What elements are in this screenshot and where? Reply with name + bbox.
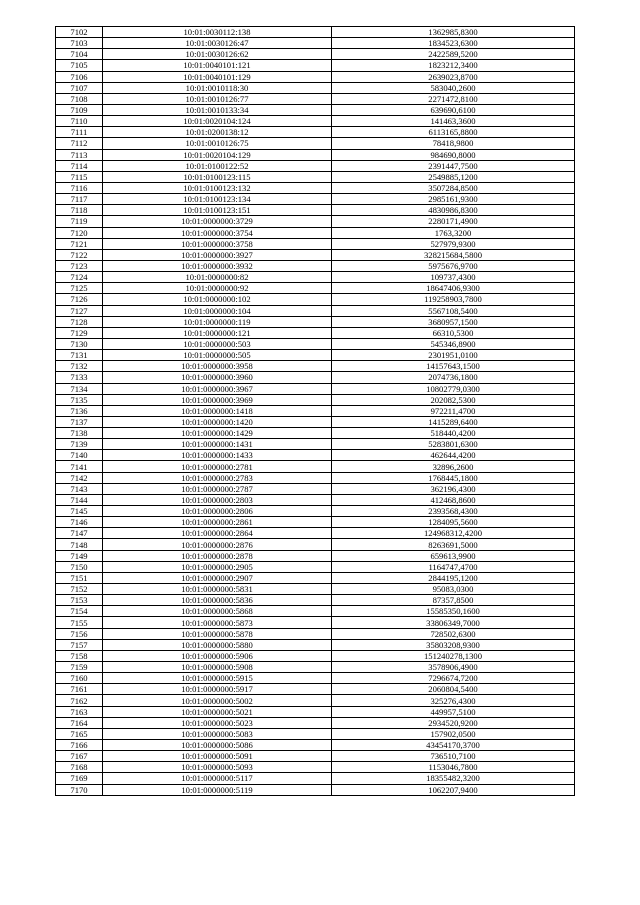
- cadastral-value-cell: 2391447,7500: [332, 160, 575, 171]
- table-row: [56, 617, 575, 628]
- cadastral-number-cell: 10:01:0000000:3729: [103, 216, 332, 227]
- cadastral-value-cell: 87357,8500: [332, 595, 575, 606]
- table-row: [56, 728, 575, 739]
- cadastral-number-cell: 10:01:0000000:5083: [103, 728, 332, 739]
- row-number-cell: 7142: [56, 472, 103, 483]
- cadastral-value-cell: 7296674,7200: [332, 673, 575, 684]
- table-row: [56, 628, 575, 639]
- table-row: [56, 127, 575, 138]
- table-row: [56, 60, 575, 71]
- cadastral-number-cell: 10:01:0020104:129: [103, 149, 332, 160]
- cadastral-value-cell: 659613,9900: [332, 550, 575, 561]
- row-number-cell: 7160: [56, 673, 103, 684]
- cadastral-number-cell: 10:01:0000000:2787: [103, 483, 332, 494]
- cadastral-value-cell: 972211,4700: [332, 405, 575, 416]
- table-row: [56, 104, 575, 115]
- cadastral-number-cell: 10:01:0000000:3927: [103, 249, 332, 260]
- table-row: [56, 260, 575, 271]
- cadastral-value-cell: 18647406,9300: [332, 283, 575, 294]
- cadastral-number-cell: 10:01:0000000:5915: [103, 673, 332, 684]
- cadastral-number-cell: 10:01:0000000:5093: [103, 762, 332, 773]
- cadastral-value-cell: 1164747,4700: [332, 561, 575, 572]
- row-number-cell: 7157: [56, 639, 103, 650]
- table-row: [56, 216, 575, 227]
- table-row: [56, 517, 575, 528]
- table-row: [56, 182, 575, 193]
- table-row: [56, 294, 575, 305]
- cadastral-value-cell: 2422589,5200: [332, 49, 575, 60]
- table-row: [56, 27, 575, 38]
- row-number-cell: 7149: [56, 550, 103, 561]
- row-number-cell: 7108: [56, 93, 103, 104]
- row-number-cell: 7168: [56, 762, 103, 773]
- cadastral-value-cell: 43454170,3700: [332, 740, 575, 751]
- table-row: [56, 673, 575, 684]
- row-number-cell: 7165: [56, 728, 103, 739]
- cadastral-number-cell: 10:01:0000000:5002: [103, 695, 332, 706]
- table-row: [56, 405, 575, 416]
- table-row: [56, 695, 575, 706]
- cadastral-value-cell: 3680957,1500: [332, 316, 575, 327]
- table-row: [56, 361, 575, 372]
- cadastral-number-cell: 10:01:0000000:82: [103, 272, 332, 283]
- cadastral-number-cell: 10:01:0000000:2876: [103, 539, 332, 550]
- cadastral-value-cell: 2074736,1800: [332, 372, 575, 383]
- cadastral-number-cell: 10:01:0000000:2803: [103, 494, 332, 505]
- cadastral-value-cell: 1362985,8300: [332, 27, 575, 38]
- row-number-cell: 7152: [56, 584, 103, 595]
- row-number-cell: 7128: [56, 316, 103, 327]
- cadastral-value-cell: 8263691,5000: [332, 539, 575, 550]
- table-row: [56, 751, 575, 762]
- cadastral-number-cell: 10:01:0000000:5917: [103, 684, 332, 695]
- cadastral-number-cell: 10:01:0000000:5091: [103, 751, 332, 762]
- cadastral-value-cell: 1763,3200: [332, 227, 575, 238]
- cadastral-value-cell: 2549885,1200: [332, 171, 575, 182]
- table-row: [56, 49, 575, 60]
- row-number-cell: 7134: [56, 383, 103, 394]
- table-row: [56, 171, 575, 182]
- table-row: [56, 416, 575, 427]
- cadastral-value-cell: 10802779,0300: [332, 383, 575, 394]
- row-number-cell: 7104: [56, 49, 103, 60]
- row-number-cell: 7111: [56, 127, 103, 138]
- cadastral-value-cell: 527979,9300: [332, 238, 575, 249]
- row-number-cell: 7109: [56, 104, 103, 115]
- row-number-cell: 7112: [56, 138, 103, 149]
- row-number-cell: 7105: [56, 60, 103, 71]
- row-number-cell: 7115: [56, 171, 103, 182]
- row-number-cell: 7138: [56, 428, 103, 439]
- cadastral-value-cell: 3578906,4900: [332, 662, 575, 673]
- cadastral-value-cell: 109737,4300: [332, 272, 575, 283]
- cadastral-value-table: [55, 26, 575, 796]
- cadastral-number-cell: 10:01:0000000:1420: [103, 416, 332, 427]
- row-number-cell: 7143: [56, 483, 103, 494]
- table-row: [56, 428, 575, 439]
- cadastral-value-cell: 2985161,9300: [332, 194, 575, 205]
- cadastral-number-cell: 10:01:0030126:47: [103, 38, 332, 49]
- table-row: [56, 38, 575, 49]
- cadastral-number-cell: 10:01:0000000:5836: [103, 595, 332, 606]
- table-row: [56, 494, 575, 505]
- cadastral-value-cell: 412468,8600: [332, 494, 575, 505]
- row-number-cell: 7169: [56, 773, 103, 784]
- table-row: [56, 584, 575, 595]
- cadastral-number-cell: 10:01:0000000:5117: [103, 773, 332, 784]
- cadastral-number-cell: 10:01:0100123:115: [103, 171, 332, 182]
- cadastral-value-cell: 1834523,6300: [332, 38, 575, 49]
- cadastral-number-cell: 10:01:0030112:138: [103, 27, 332, 38]
- cadastral-number-cell: 10:01:0000000:503: [103, 338, 332, 349]
- cadastral-number-cell: 10:01:0040101:121: [103, 60, 332, 71]
- cadastral-value-cell: 78418,9800: [332, 138, 575, 149]
- cadastral-number-cell: 10:01:0000000:2783: [103, 472, 332, 483]
- cadastral-value-cell: 728502,6300: [332, 628, 575, 639]
- row-number-cell: 7135: [56, 394, 103, 405]
- table-row: [56, 639, 575, 650]
- table-row: [56, 773, 575, 784]
- cadastral-number-cell: 10:01:0000000:92: [103, 283, 332, 294]
- row-number-cell: 7129: [56, 327, 103, 338]
- row-number-cell: 7154: [56, 606, 103, 617]
- cadastral-number-cell: 10:01:0000000:1418: [103, 405, 332, 416]
- cadastral-value-cell: 736510,7100: [332, 751, 575, 762]
- row-number-cell: 7116: [56, 182, 103, 193]
- cadastral-value-cell: 157902,0500: [332, 728, 575, 739]
- table-row: [56, 606, 575, 617]
- cadastral-number-cell: 10:01:0100123:132: [103, 182, 332, 193]
- cadastral-number-cell: 10:01:0100123:134: [103, 194, 332, 205]
- row-number-cell: 7170: [56, 784, 103, 795]
- cadastral-number-cell: 10:01:0000000:5906: [103, 650, 332, 661]
- row-number-cell: 7119: [56, 216, 103, 227]
- cadastral-value-cell: 6113165,8800: [332, 127, 575, 138]
- cadastral-number-cell: 10:01:0000000:2781: [103, 461, 332, 472]
- cadastral-number-cell: 10:01:0010126:75: [103, 138, 332, 149]
- table-row: [56, 272, 575, 283]
- cadastral-value-cell: 35803208,9300: [332, 639, 575, 650]
- cadastral-value-cell: 141463,3600: [332, 116, 575, 127]
- row-number-cell: 7161: [56, 684, 103, 695]
- cadastral-number-cell: 10:01:0200138:12: [103, 127, 332, 138]
- row-number-cell: 7121: [56, 238, 103, 249]
- cadastral-value-cell: 2271472,8100: [332, 93, 575, 104]
- cadastral-value-cell: 449957,5100: [332, 706, 575, 717]
- table-row: [56, 350, 575, 361]
- cadastral-value-cell: 2934520,9200: [332, 717, 575, 728]
- table-row: [56, 283, 575, 294]
- cadastral-number-cell: 10:01:0100122:52: [103, 160, 332, 171]
- cadastral-value-cell: 202082,5300: [332, 394, 575, 405]
- cadastral-number-cell: 10:01:0000000:505: [103, 350, 332, 361]
- cadastral-number-cell: 10:01:0010126:77: [103, 93, 332, 104]
- cadastral-number-cell: 10:01:0000000:102: [103, 294, 332, 305]
- cadastral-value-cell: 32896,2600: [332, 461, 575, 472]
- row-number-cell: 7132: [56, 361, 103, 372]
- row-number-cell: 7103: [56, 38, 103, 49]
- cadastral-number-cell: 10:01:0000000:2806: [103, 506, 332, 517]
- row-number-cell: 7114: [56, 160, 103, 171]
- cadastral-number-cell: 10:01:0000000:5831: [103, 584, 332, 595]
- row-number-cell: 7159: [56, 662, 103, 673]
- table-row: [56, 116, 575, 127]
- table-row: [56, 717, 575, 728]
- table-row: [56, 572, 575, 583]
- table-row: [56, 472, 575, 483]
- row-number-cell: 7163: [56, 706, 103, 717]
- table-row: [56, 595, 575, 606]
- cadastral-value-cell: 124968312,4200: [332, 528, 575, 539]
- cadastral-number-cell: 10:01:0000000:2907: [103, 572, 332, 583]
- cadastral-number-cell: 10:01:0000000:104: [103, 305, 332, 316]
- cadastral-number-cell: 10:01:0010118:30: [103, 82, 332, 93]
- row-number-cell: 7110: [56, 116, 103, 127]
- row-number-cell: 7120: [56, 227, 103, 238]
- row-number-cell: 7127: [56, 305, 103, 316]
- cadastral-number-cell: 10:01:0000000:3758: [103, 238, 332, 249]
- table-row: [56, 506, 575, 517]
- row-number-cell: 7124: [56, 272, 103, 283]
- table-body: [56, 27, 575, 796]
- cadastral-value-cell: 95083,0300: [332, 584, 575, 595]
- cadastral-number-cell: 10:01:0030126:62: [103, 49, 332, 60]
- table-row: [56, 561, 575, 572]
- row-number-cell: 7151: [56, 572, 103, 583]
- cadastral-number-cell: 10:01:0000000:5873: [103, 617, 332, 628]
- row-number-cell: 7123: [56, 260, 103, 271]
- cadastral-value-cell: 2844195,1200: [332, 572, 575, 583]
- table-row: [56, 372, 575, 383]
- cadastral-number-cell: 10:01:0000000:5119: [103, 784, 332, 795]
- cadastral-value-cell: 14157643,1500: [332, 361, 575, 372]
- cadastral-number-cell: 10:01:0100123:151: [103, 205, 332, 216]
- cadastral-number-cell: 10:01:0000000:5086: [103, 740, 332, 751]
- row-number-cell: 7139: [56, 439, 103, 450]
- row-number-cell: 7162: [56, 695, 103, 706]
- row-number-cell: 7136: [56, 405, 103, 416]
- row-number-cell: 7145: [56, 506, 103, 517]
- cadastral-number-cell: 10:01:0010133:34: [103, 104, 332, 115]
- cadastral-value-cell: 984690,8000: [332, 149, 575, 160]
- table-row: [56, 550, 575, 561]
- table-row: [56, 662, 575, 673]
- table-row: [56, 249, 575, 260]
- table-row: [56, 528, 575, 539]
- cadastral-value-cell: 518440,4200: [332, 428, 575, 439]
- table-row: [56, 238, 575, 249]
- cadastral-value-cell: 1768445,1800: [332, 472, 575, 483]
- table-row: [56, 138, 575, 149]
- cadastral-value-cell: 639690,6100: [332, 104, 575, 115]
- cadastral-number-cell: 10:01:0000000:2905: [103, 561, 332, 572]
- cadastral-number-cell: 10:01:0000000:1429: [103, 428, 332, 439]
- row-number-cell: 7155: [56, 617, 103, 628]
- table-row: [56, 227, 575, 238]
- cadastral-value-cell: 325276,4300: [332, 695, 575, 706]
- row-number-cell: 7166: [56, 740, 103, 751]
- row-number-cell: 7126: [56, 294, 103, 305]
- table-row: [56, 327, 575, 338]
- row-number-cell: 7137: [56, 416, 103, 427]
- cadastral-number-cell: 10:01:0000000:3958: [103, 361, 332, 372]
- table-row: [56, 684, 575, 695]
- cadastral-number-cell: 10:01:0000000:5880: [103, 639, 332, 650]
- row-number-cell: 7113: [56, 149, 103, 160]
- row-number-cell: 7118: [56, 205, 103, 216]
- row-number-cell: 7153: [56, 595, 103, 606]
- cadastral-value-cell: 33806349,7000: [332, 617, 575, 628]
- cadastral-value-cell: 462644,4200: [332, 450, 575, 461]
- cadastral-number-cell: 10:01:0000000:5868: [103, 606, 332, 617]
- cadastral-number-cell: 10:01:0000000:1433: [103, 450, 332, 461]
- row-number-cell: 7140: [56, 450, 103, 461]
- row-number-cell: 7144: [56, 494, 103, 505]
- row-number-cell: 7131: [56, 350, 103, 361]
- table-row: [56, 394, 575, 405]
- row-number-cell: 7167: [56, 751, 103, 762]
- table-row: [56, 650, 575, 661]
- cadastral-value-cell: 18355482,3200: [332, 773, 575, 784]
- table-row: [56, 539, 575, 550]
- cadastral-value-cell: 2060804,5400: [332, 684, 575, 695]
- table-row: [56, 483, 575, 494]
- cadastral-number-cell: 10:01:0020104:124: [103, 116, 332, 127]
- row-number-cell: 7102: [56, 27, 103, 38]
- cadastral-number-cell: 10:01:0000000:121: [103, 327, 332, 338]
- cadastral-value-cell: 1062207,9400: [332, 784, 575, 795]
- cadastral-value-cell: 2393568,4300: [332, 506, 575, 517]
- table-row: [56, 316, 575, 327]
- row-number-cell: 7106: [56, 71, 103, 82]
- table-row: [56, 82, 575, 93]
- cadastral-value-cell: 5283801,6300: [332, 439, 575, 450]
- cadastral-value-cell: 3507284,8500: [332, 182, 575, 193]
- cadastral-number-cell: 10:01:0000000:3754: [103, 227, 332, 238]
- cadastral-value-cell: 1415289,6400: [332, 416, 575, 427]
- cadastral-number-cell: 10:01:0000000:3932: [103, 260, 332, 271]
- cadastral-number-cell: 10:01:0000000:5908: [103, 662, 332, 673]
- cadastral-number-cell: 10:01:0000000:3960: [103, 372, 332, 383]
- table-row: [56, 205, 575, 216]
- table-row: [56, 149, 575, 160]
- table-row: [56, 93, 575, 104]
- row-number-cell: 7141: [56, 461, 103, 472]
- cadastral-value-cell: 2639023,8700: [332, 71, 575, 82]
- cadastral-number-cell: 10:01:0040101:129: [103, 71, 332, 82]
- cadastral-number-cell: 10:01:0000000:1431: [103, 439, 332, 450]
- table-row: [56, 706, 575, 717]
- cadastral-number-cell: 10:01:0000000:2864: [103, 528, 332, 539]
- cadastral-value-cell: 5975676,9700: [332, 260, 575, 271]
- cadastral-value-cell: 328215684,5800: [332, 249, 575, 260]
- row-number-cell: 7133: [56, 372, 103, 383]
- cadastral-value-cell: 2301951,0100: [332, 350, 575, 361]
- cadastral-value-cell: 4830986,8300: [332, 205, 575, 216]
- cadastral-number-cell: 10:01:0000000:2878: [103, 550, 332, 561]
- cadastral-value-cell: 1153046,7800: [332, 762, 575, 773]
- cadastral-value-cell: 583040,2600: [332, 82, 575, 93]
- table-row: [56, 461, 575, 472]
- table-row: [56, 194, 575, 205]
- cadastral-value-cell: 119258903,7800: [332, 294, 575, 305]
- cadastral-number-cell: 10:01:0000000:5021: [103, 706, 332, 717]
- table-row: [56, 439, 575, 450]
- table-row: [56, 450, 575, 461]
- row-number-cell: 7148: [56, 539, 103, 550]
- cadastral-value-cell: 545346,8900: [332, 338, 575, 349]
- table-row: [56, 383, 575, 394]
- row-number-cell: 7147: [56, 528, 103, 539]
- row-number-cell: 7164: [56, 717, 103, 728]
- row-number-cell: 7156: [56, 628, 103, 639]
- cadastral-number-cell: 10:01:0000000:2861: [103, 517, 332, 528]
- row-number-cell: 7146: [56, 517, 103, 528]
- table-row: [56, 762, 575, 773]
- cadastral-value-cell: 5567108,5400: [332, 305, 575, 316]
- cadastral-value-cell: 66310,5300: [332, 327, 575, 338]
- row-number-cell: 7125: [56, 283, 103, 294]
- row-number-cell: 7130: [56, 338, 103, 349]
- cadastral-number-cell: 10:01:0000000:3967: [103, 383, 332, 394]
- cadastral-value-cell: 1823212,3400: [332, 60, 575, 71]
- table-row: [56, 71, 575, 82]
- cadastral-value-cell: 15585350,1600: [332, 606, 575, 617]
- cadastral-number-cell: 10:01:0000000:5023: [103, 717, 332, 728]
- table-row: [56, 338, 575, 349]
- cadastral-value-cell: 1284095,5600: [332, 517, 575, 528]
- row-number-cell: 7150: [56, 561, 103, 572]
- table-row: [56, 160, 575, 171]
- cadastral-value-cell: 2280171,4900: [332, 216, 575, 227]
- table-row: [56, 740, 575, 751]
- cadastral-value-cell: 362196,4300: [332, 483, 575, 494]
- row-number-cell: 7107: [56, 82, 103, 93]
- table-row: [56, 305, 575, 316]
- row-number-cell: 7122: [56, 249, 103, 260]
- cadastral-number-cell: 10:01:0000000:3969: [103, 394, 332, 405]
- row-number-cell: 7158: [56, 650, 103, 661]
- table-row: [56, 784, 575, 795]
- row-number-cell: 7117: [56, 194, 103, 205]
- cadastral-value-cell: 151240278,1300: [332, 650, 575, 661]
- cadastral-number-cell: 10:01:0000000:119: [103, 316, 332, 327]
- cadastral-number-cell: 10:01:0000000:5878: [103, 628, 332, 639]
